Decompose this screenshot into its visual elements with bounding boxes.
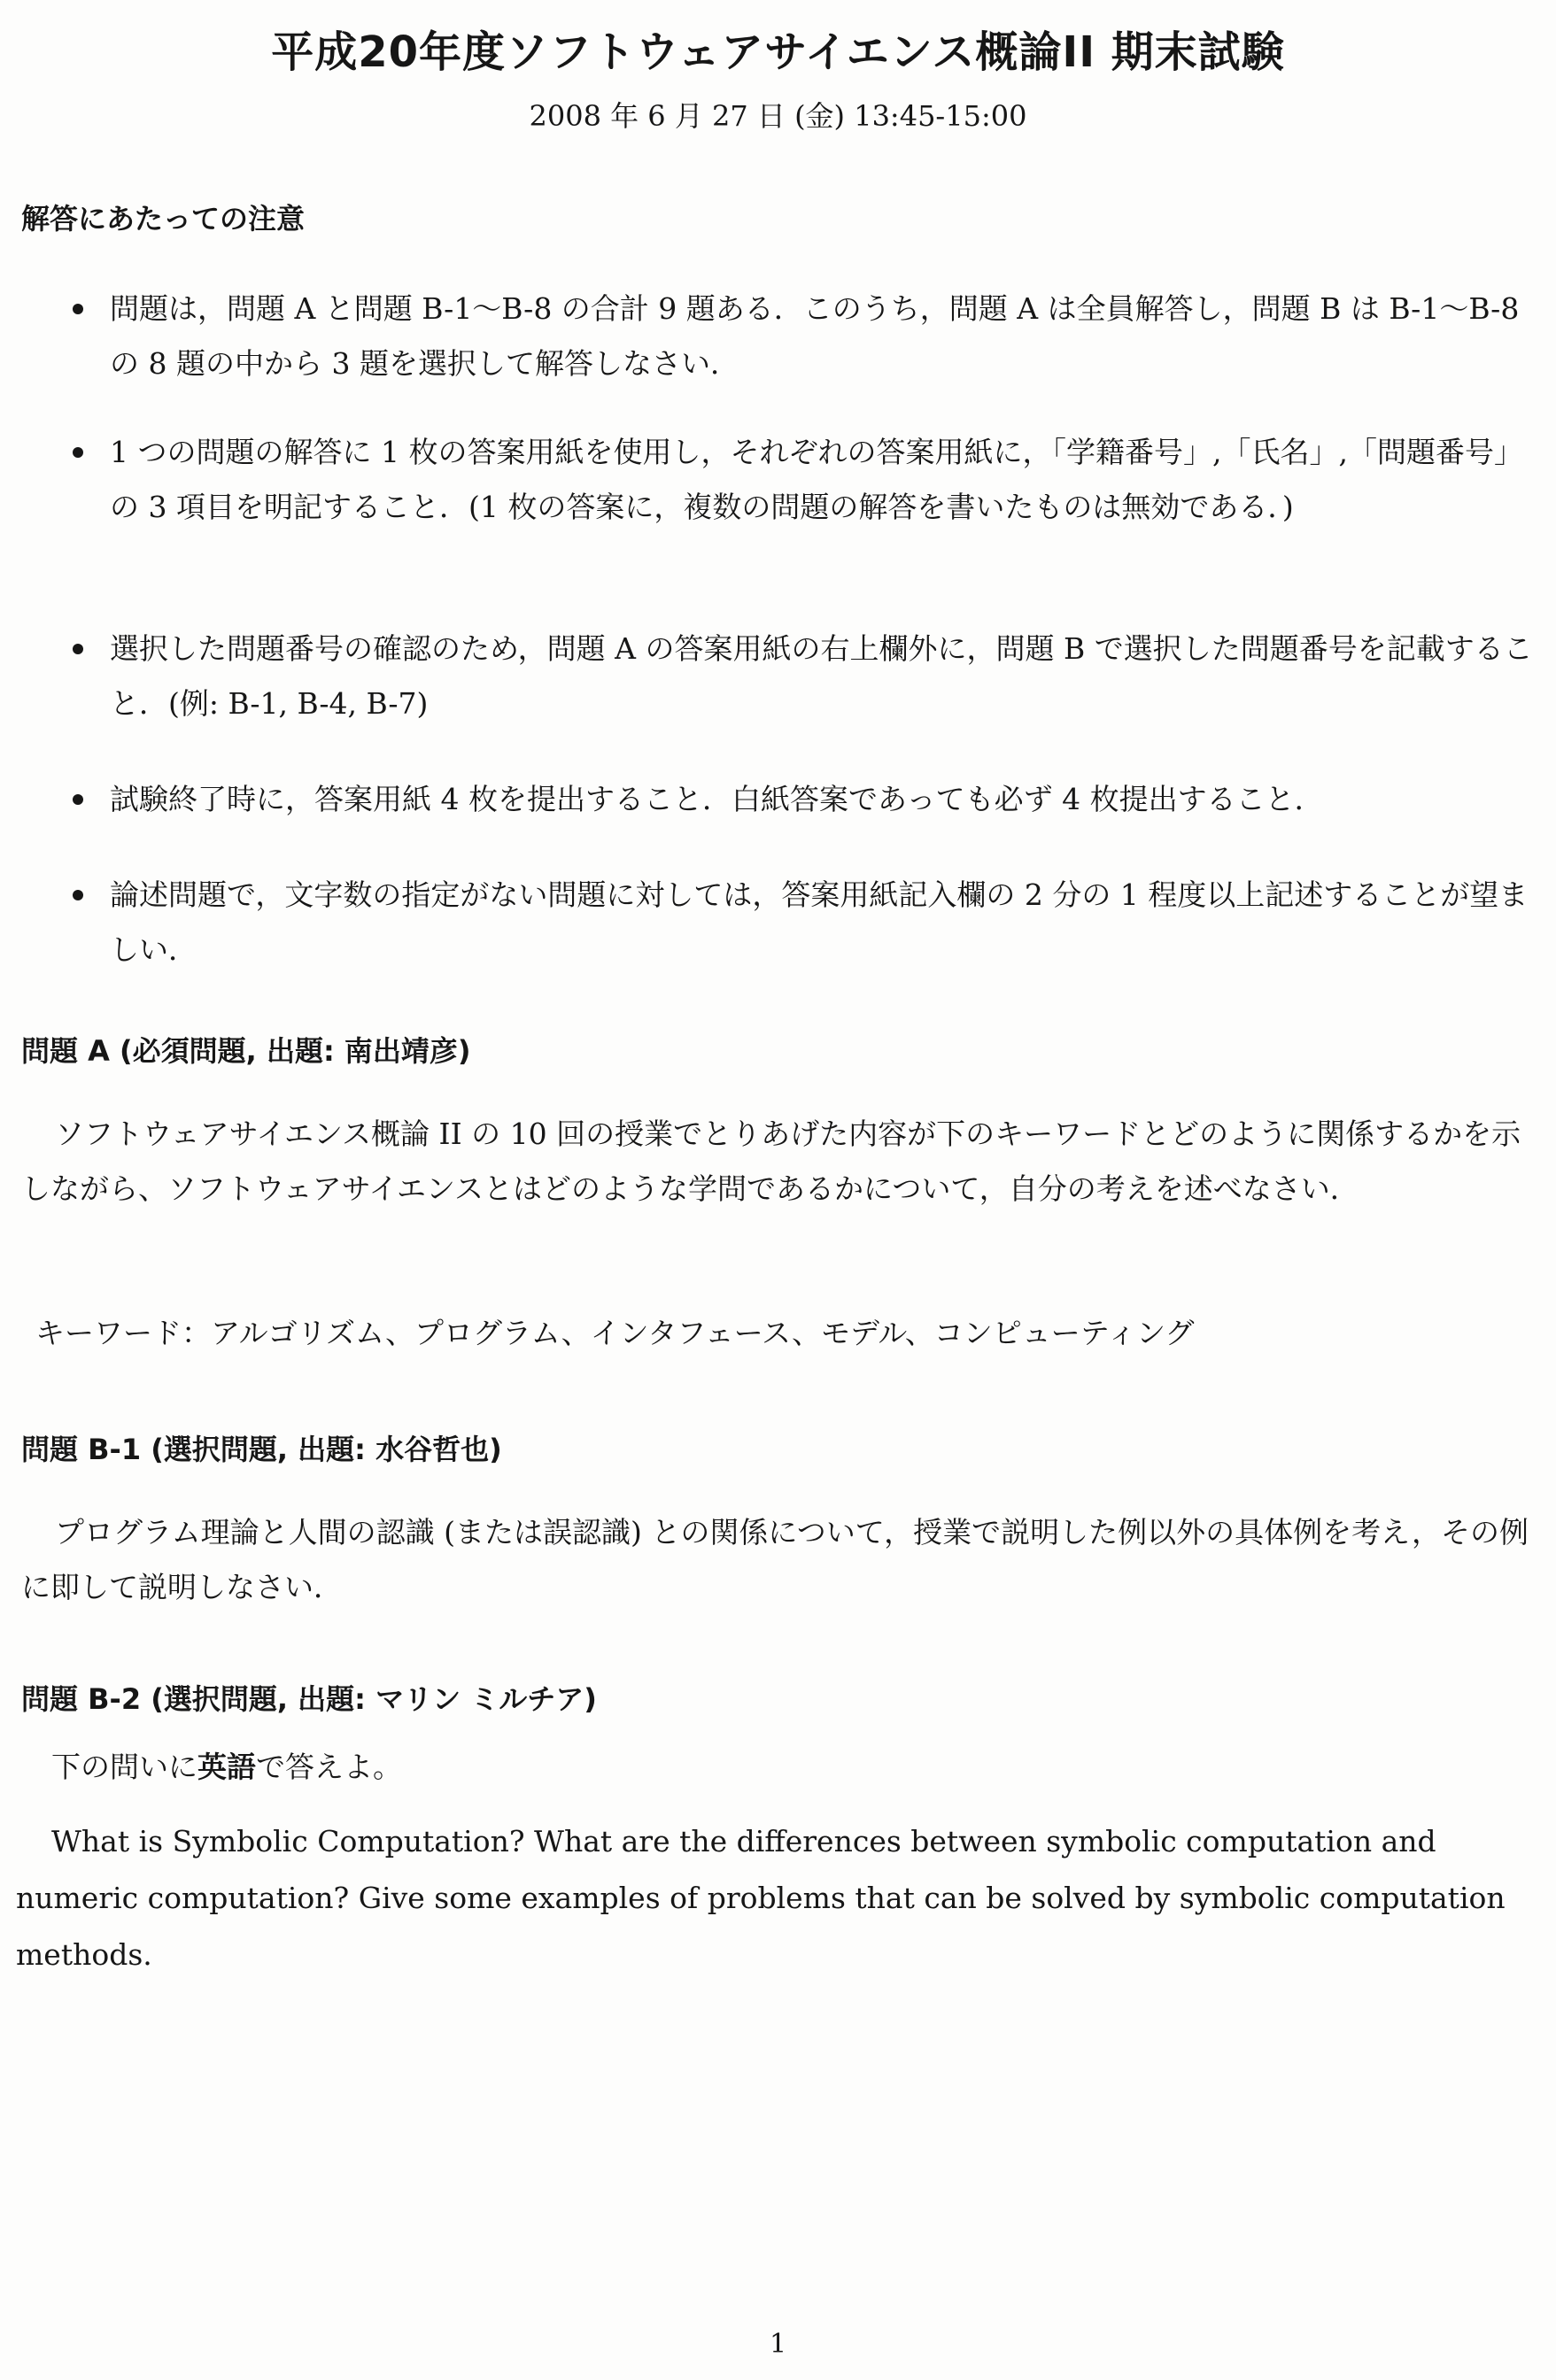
note-text: 選択した問題番号の確認のため，問題 A の答案用紙の右上欄外に，問題 B で選択した問題番号を記載すること．(例: B-1, B-4, B-7) — [110, 631, 1533, 721]
problem-b2-heading: 問題 B-2 (選択問題, 出題: マリン ミルチア) — [21, 1682, 597, 1716]
note-text: 1 つの問題の解答に 1 枚の答案用紙を使用し，それぞれの答案用紙に，「学籍番号」,「氏名」,「問題番号」の 3 項目を明記すること．(1 枚の答案に，複数の問題の解答を書いたものは無効である．) — [110, 435, 1523, 524]
problem-b2-text: What is Symbolic Computation? What are the differences between symbolic computation and numeric computation? Give some examples of problems that can be solved by symbolic computation methods. — [16, 1824, 1506, 1972]
problem-b1-text: プログラム理論と人間の認識 (または誤認識) との関係について，授業で説明した例以外の具体例を考え，その例に即して説明しなさい． — [21, 1515, 1529, 1604]
bullet-icon — [73, 794, 83, 805]
problem-b1-heading: 問題 B-1 (選択問題, 出題: 水谷哲也) — [21, 1433, 502, 1466]
note-item — [110, 282, 1536, 391]
note-item — [110, 772, 1536, 827]
problem-a-keywords: キーワード：アルゴリズム、プログラム、インタフェース、モデル、コンピューティング — [35, 1316, 1195, 1350]
bullet-icon — [73, 890, 83, 900]
bullet-icon — [73, 644, 83, 654]
note-item — [110, 868, 1536, 978]
bullet-icon — [73, 447, 83, 458]
note-item — [110, 425, 1536, 535]
instruction-pre: 下の問いに — [51, 1750, 197, 1784]
note-text: 問題は，問題 A と問題 B-1〜B-8 の合計 9 題ある．このうち，問題 A は全員解答し，問題 B は B-1〜B-8 の 8 題の中から 3 題を選択して解答しなさい． — [110, 291, 1520, 381]
instruction-emphasis: 英語 — [197, 1750, 256, 1784]
note-text: 論述問題で，文字数の指定がない問題に対しては，答案用紙記入欄の 2 分の 1 程度以上記述することが望ましい． — [110, 877, 1529, 967]
problem-a-text: ソフトウェアサイエンス概論 II の 10 回の授業でとりあげた内容が下のキーワードとどのように関係するかを示しながら、ソフトウェアサイエンスとはどのような学問であるかについて，自分の考えを述べなさい． — [21, 1117, 1521, 1206]
page-number: 1 — [769, 2329, 787, 2360]
note-item — [110, 622, 1536, 731]
note-text: 試験終了時に，答案用紙 4 枚を提出すること．白紙答案であっても必ず 4 枚提出すること． — [110, 782, 1324, 816]
exam-title: 平成20年度ソフトウェアサイエンス概論II 期末試験 — [271, 27, 1285, 77]
bullet-icon — [73, 304, 83, 314]
exam-date: 2008 年 6 月 27 日 (金) 13:45-15:00 — [529, 99, 1027, 133]
instruction-post: で答えよ。 — [256, 1750, 402, 1784]
problem-b2-instruction — [51, 1744, 402, 1786]
problem-a-heading: 問題 A (必須問題, 出題: 南出靖彦) — [21, 1034, 471, 1068]
notes-heading: 解答にあたっての注意 — [21, 202, 306, 236]
